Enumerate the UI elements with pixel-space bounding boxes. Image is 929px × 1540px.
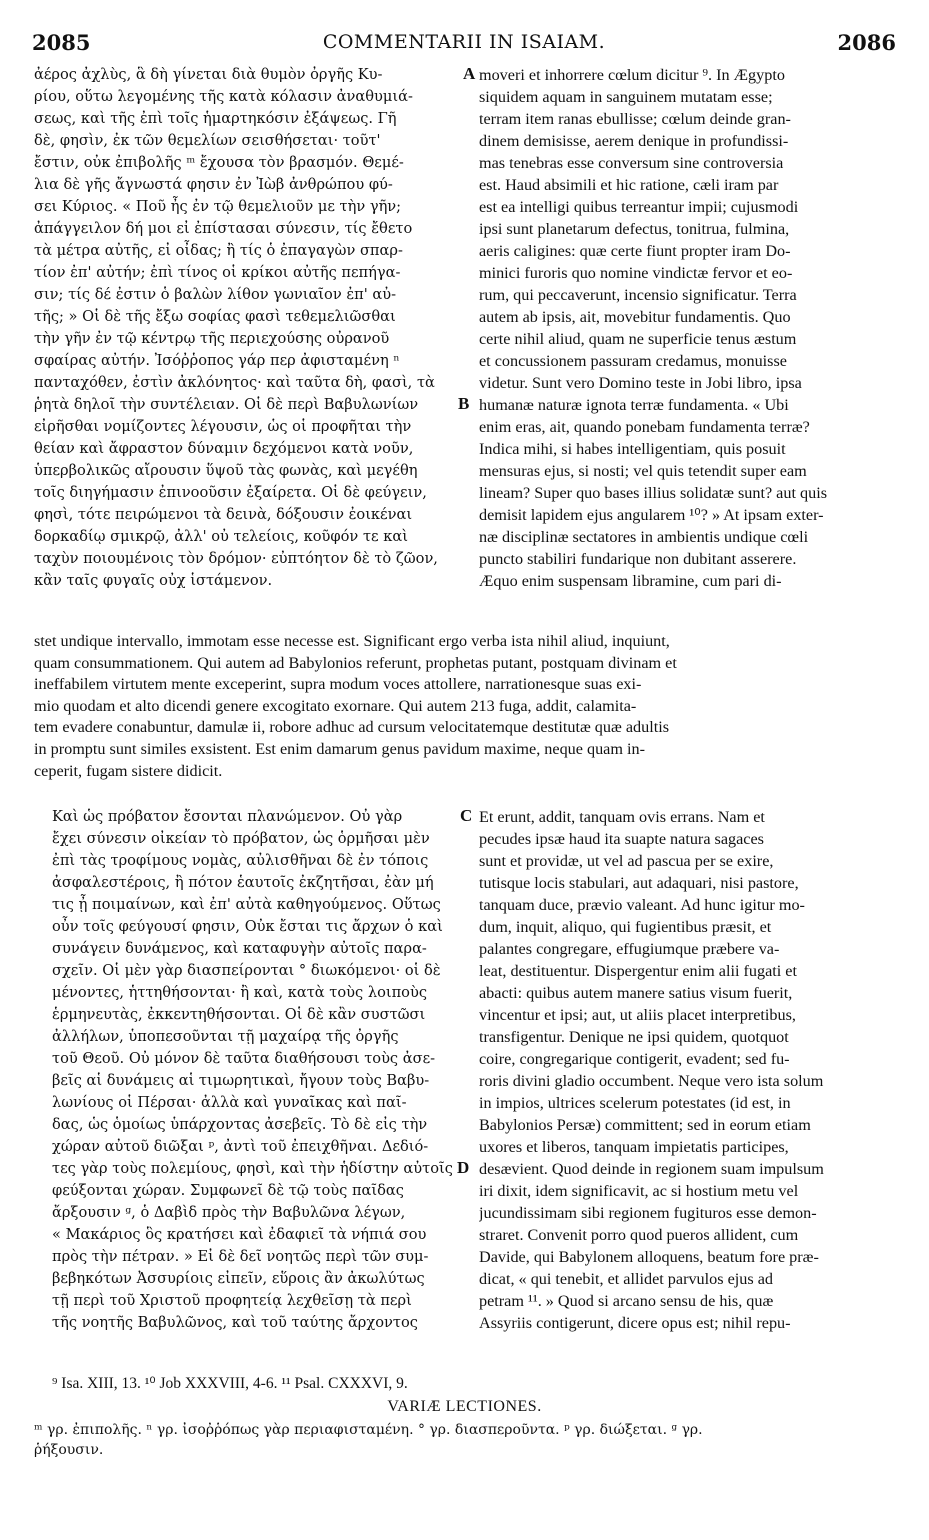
text-line: ῥήξουσιν.: [34, 1442, 104, 1458]
text-line: et concussionem passuram credamus, monuisse: [479, 352, 787, 370]
text-line: coire, congregarique contigerit, evadent; sed fu-: [479, 1050, 790, 1068]
text-line: petram ¹¹. » Quod si arcano sensu de his, quæ: [479, 1292, 774, 1310]
text-line: σει Κύριος. « Ποῦ ἦς ἐν τῷ θεμελιοῦν με τὴν γῆν;: [34, 198, 402, 215]
text-line: desævient. Quod deinde in regionem suam impulsum: [479, 1160, 824, 1178]
text-line: Assyriis contigerunt, dicere opus est; nihil repu-: [479, 1314, 791, 1332]
text-line: mensuras ejus, si nosti; vel quis tetendit super eam: [479, 462, 807, 480]
text-line: ταχὺν ποιουμένοις τὸν δρόμον· εὐπτόητον δὲ τὸ ζῶον,: [34, 550, 438, 567]
text-line: σεως, καὶ τῆς ἐπὶ τοῖς ἡμαρτηκόσιν ἐξάψεως. Γῆ: [34, 110, 397, 127]
latin-column-top: [479, 64, 899, 592]
text-line: in impios, ultrices scelerum potestates (id est, in: [479, 1094, 791, 1112]
margin-marker-d: D: [457, 1158, 470, 1177]
text-line: τοῦ Θεοῦ. Οὐ μόνον δὲ ταῦτα διαθήσουσι τοὺς ἀσε-: [52, 1050, 436, 1067]
text-line: tanquam duce, prævio valeant. Ad hunc igitur mo-: [479, 896, 805, 914]
text-line: τῆς; » Οἱ δὲ τῆς ἔξω σοφίας φασὶ τεθεμελιῶσθαι: [34, 308, 396, 325]
text-line: φησὶ, τότε πειρώμενοι τὰ δεινὰ, δόξουσιν ἐοικέναι: [34, 506, 413, 523]
text-line: certe nihil aliud, quam ne superficie tenus æstum: [479, 330, 797, 348]
text-line: ἔχει σύνεσιν οἰκείαν τὸ πρόβατον, ὡς ὁρμῆσαι μὲν: [52, 830, 430, 847]
running-title: COMMENTARII IN ISAIAM.: [322, 31, 606, 53]
text-line: roris divini gladio occumbent. Neque vero ista solum: [479, 1072, 824, 1090]
variae-lectiones-heading: VARIÆ LECTIONES.: [387, 1398, 542, 1415]
text-line: Æquo enim suspensam libramine, cum pari di-: [479, 572, 782, 590]
text-line: næ disciplinæ sectatores in ambientis undique cœli: [479, 528, 809, 546]
text-line: humanæ naturæ ignota terræ fundamenta. « Ubi: [479, 396, 789, 414]
margin-marker-c: C: [460, 806, 473, 825]
text-line: δορκαδίῳ σμικρῷ, ἀλλ' οὐ τελείοις, κοῦφόν τε καὶ: [34, 528, 408, 545]
text-line: ἀπάγγειλον δή μοι εἰ ἐπίστασαι σύνεσιν, τίς ἔθετο: [34, 220, 413, 237]
text-line: vincentur et ipsi; aut, ut aliis placet interpretibus,: [479, 1006, 796, 1024]
text-line: ἑρμηνευτὰς, ἐκκεντηθήσονται. Οἱ δὲ κἂν συστῶσι: [52, 1006, 426, 1023]
text-line: ἄρξουσιν ᵍ, ὁ Δαβὶδ πρὸς τὴν Βαβυλῶνα λέγων,: [52, 1204, 406, 1221]
margin-marker-b: B: [458, 394, 470, 413]
text-line: λωνίους οἱ Πέρσαι· ἀλλὰ καὶ γυναῖκας καὶ παῖ-: [52, 1094, 407, 1111]
text-line: tem evadere conabuntur, damulæ ii, robore adhuc ad cursum velocitatemque destitutæ quæ adultis: [34, 718, 669, 737]
text-line: stet undique intervallo, immotam esse necesse est. Significant ergo verba ista nihil aliud, inquiunt,: [34, 632, 670, 650]
text-line: τίον ἐπ' αὐτήν; ἐπὶ τίνος οἱ κρίκοι αὐτῆς πεπήγα-: [34, 264, 401, 281]
text-line: τες γὰρ τοὺς πολεμίους, φησὶ, καὶ τὴν ἡδίστην αὐτοῖς: [52, 1160, 453, 1177]
text-line: δὲ, φησὶν, ἐκ τῶν θεμελίων σεισθήσεται· τοῦτ': [34, 132, 381, 149]
text-line: συνάγειν δυνάμενος, καὶ καταφυγὴν αὐτοῖς παρα-: [52, 940, 427, 957]
latin-column-bottom: [479, 806, 899, 1334]
text-line: straret. Convenit porro quod pueros allident, cum: [479, 1226, 799, 1244]
text-line: transfigentur. Denique ne ipsi quidem, quotquot: [479, 1028, 789, 1046]
text-line: lineam? Super quo bases illius solidatæ sunt? aut quis: [479, 484, 827, 502]
text-line: δας, ὡς ὁμοίως ὑπάρχοντας ἀσεβεῖς. Τὸ δὲ εἰς τὴν: [52, 1116, 428, 1133]
text-line: οὖν τοῖς φεύγουσί φησιν, Οὐκ ἔσται τις ἄρχων ὁ καὶ: [52, 918, 443, 935]
page-header: [32, 30, 896, 56]
variant-readings: [34, 1420, 899, 1460]
text-line: rum, qui peccaverunt, incensio significatur. Terra: [479, 286, 797, 304]
text-line: leat, destituentur. Dispergentur enim alii fugati et: [479, 962, 797, 980]
text-line: ἀέρος ἀχλὺς, ἃ δὴ γίνεται διὰ θυμὸν ὀργῆς Κυ-: [34, 66, 383, 83]
text-line: ἔστιν, οὐκ ἐπιβολῆς ᵐ ἔχουσα τὸν βρασμόν. Θεμέ-: [34, 154, 404, 171]
text-line: ᵐ γρ. ἐπιπολῆς. ⁿ γρ. ἰσοῤῥόπως γὰρ περιαφισταμένη. ° γρ. διασπεροῦντα. ᵖ γρ. διώξεται. ᵍ γρ.: [34, 1422, 703, 1438]
text-line: in promptu sunt similes exsistent. Est enim damarum genus pavidum maxime, neque quam in-: [34, 739, 645, 758]
greek-column-top: [34, 64, 464, 592]
text-line: λια δὲ γῆς ἄγνωστά φησιν ἐν Ἰὼβ ἀνθρώπου φύ-: [34, 176, 393, 193]
text-line: Babylonios Persæ) committent; sed in eorum etiam: [479, 1116, 811, 1134]
text-line: πρὸς τὴν πέτραν. » Εἰ δὲ δεῖ νοητῶς περὶ τῶν συμ-: [52, 1248, 429, 1265]
text-line: est ea intelligi quibus terreantur impii; cujusmodi: [479, 198, 799, 216]
text-line: quam consummationem. Qui autem ad Babylonios referunt, prophetas putant, postquam divinam et: [34, 653, 677, 672]
text-line: ὑπερβολικῶς αἴρουσιν ὕψοῦ τὰς φωνὰς, καὶ μεγέθη: [34, 462, 418, 479]
text-line: μένοντες, ἡττηθήσονται· ἢ καὶ, κατὰ τοὺς λοιποὺς: [52, 984, 427, 1001]
text-line: iri dixit, idem significavit, ac si hostium metu vel: [479, 1182, 799, 1200]
text-line: ῥητὰ δηλοῖ τὴν συντέλειαν. Οἱ δὲ περὶ Βαβυλωνίων: [34, 396, 419, 413]
text-line: terram item ranas ebullisse; cœlum deinde gran-: [479, 110, 791, 128]
text-line: tutisque locis stabulari, aut adaquari, nisi pastore,: [479, 874, 799, 892]
text-line: abacti: quibus autem manere satius visum fuerit,: [479, 984, 793, 1002]
text-line: autem ab ipsis, ait, movebitur fundamentis. Quo: [479, 308, 791, 326]
text-line: est. Haud absimili et hic ratione, cæli iram par: [479, 176, 779, 194]
text-line: φεύξονται χώραν. Συμφωνεῖ δὲ τῷ τοὺς παῖδας: [52, 1182, 404, 1199]
text-line: σφαίρας αὐτήν. Ἰσόῤῥοπος γάρ περ ἀφισταμένη ⁿ: [34, 352, 400, 369]
text-line: jucundissimam sibi regionem fugituros esse demon-: [479, 1204, 817, 1222]
text-line: θείαν καὶ ἄφραστον δύναμιν δεχόμενοι κατὰ νοῦν,: [34, 440, 414, 457]
text-line: ρίου, οὕτω λεγομένης τῆς κατὰ κόλασιν ἀναθυμιά-: [34, 88, 413, 105]
text-line: mas tenebras esse conversum sine controversia: [479, 154, 784, 172]
text-line: τῇ περὶ τοῦ Χριστοῦ προφητείᾳ λεχθεῖσῃ τὰ περὶ: [52, 1292, 412, 1309]
text-line: videtur. Sunt vero Domino teste in Jobi libro, ipsa: [479, 374, 802, 392]
margin-marker-a: A: [463, 64, 476, 83]
text-line: puncto stabiliri fundarique non dubitant asserere.: [479, 550, 797, 568]
text-line: siquidem aquam in sanguinem mutatam esse;: [479, 88, 773, 106]
footnotes: ⁹ Isa. XIII, 13. ¹⁰ Job XXXVIII, 4-6. ¹¹ Psal. CXXXVI, 9.: [52, 1375, 408, 1392]
text-line: dum, inquit, aliquo, qui fugientibus præsit, et: [479, 918, 772, 936]
text-line: uxores et liberos, tanquam impietatis participes,: [479, 1138, 789, 1156]
text-line: τοῖς διηγήμασιν ἐπινοοῦσιν ἐξαίρετα. Οἱ δὲ φεύγειν,: [34, 484, 427, 501]
text-line: aeris caligines: quæ certe fiunt propter iram Do-: [479, 242, 791, 260]
text-line: Et erunt, addit, tanquam ovis errans. Nam et: [479, 808, 765, 826]
text-line: σιν; τίς δέ ἐστιν ὁ βαλὼν λίθον γωνιαῖον ἐπ' αὐ-: [34, 286, 397, 303]
text-line: ceperit, fugam sistere didicit.: [34, 761, 223, 780]
text-line: τὰ μέτρα αὐτῆς, εἰ οἶδας; ἢ τίς ὁ ἐπαγαγὼν σπαρ-: [34, 242, 403, 259]
text-line: τὴν γῆν ἐν τῷ κέντρῳ τῆς περιεχούσης οὐρανοῦ: [34, 330, 390, 347]
text-line: τῆς νοητῆς Βαβυλῶνος, καὶ τοῦ ταύτης ἄρχοντος: [52, 1314, 418, 1331]
text-line: τις ᾖ ποιμαίνων, καὶ ἐπ' αὐτὰ καθηγούμενος. Οὕτως: [52, 896, 441, 913]
text-line: εἰρῆσθαι νομίζοντες λέγουσιν, ὡς οἱ προφῆται τὴν: [34, 418, 412, 435]
text-line: Καὶ ὡς πρόβατον ἔσονται πλανώμενον. Οὐ γὰρ: [52, 808, 403, 825]
text-line: minici furoris quo nomine vindictæ fervor et eo-: [479, 264, 793, 282]
text-line: pecudes ipsæ haud ita suapte natura sagaces: [479, 830, 764, 848]
text-line: ineffabilem virtutem mente exceperint, supra modum voces attollere, narrationesque suas exi-: [34, 675, 642, 694]
text-line: κἂν ταῖς φυγαῖς οὐχ ἱστάμενον.: [34, 572, 273, 589]
text-line: Davide, qui Babylonem alloquens, beatum fore præ-: [479, 1248, 819, 1266]
text-line: βεῖς αἱ δυνάμεις αἱ τιμωρητικαὶ, ἤγουν τοὺς Βαβυ-: [52, 1072, 430, 1089]
text-line: palantes congregare, effugiumque præbere va-: [479, 940, 780, 958]
text-line: ἐπὶ τὰς τροφίμους νομὰς, αὐλισθῆναι δὲ ἐν τόποις: [52, 852, 429, 869]
greek-column-bottom: [52, 806, 464, 1334]
text-line: ἀσφαλεστέροις, ἢ πότον ἑαυτοῖς ἐκζητῆσαι, ἐὰν μή: [52, 874, 434, 891]
text-line: sunt et providæ, ut vel ad pascua per se exire,: [479, 852, 774, 870]
text-line: dicat, « qui tenebit, et allidet parvulos ejus ad: [479, 1270, 773, 1288]
text-line: moveri et inhorrere cœlum dicitur ⁹. In Ægypto: [479, 66, 785, 84]
text-line: πανταχόθεν, ἐστὶν ἀκλόνητος· καὶ ταῦτα δὴ, φασὶ, τὰ: [34, 374, 435, 391]
text-line: mio quodam et alto dicendi genere excogitato exornare. Qui autem 213 fuga, addit, calamita-: [34, 696, 637, 715]
latin-full-width-paragraph: [34, 630, 899, 781]
text-line: βεβηκότων Ἀσσυρίοις εἰπεῖν, εὕροις ἂν ἀκωλύτως: [52, 1270, 425, 1287]
text-line: χώραν αὐτοῦ διῶξαι ᵖ, ἀντὶ τοῦ ἐπειχθῆναι. Δεδιό-: [52, 1138, 429, 1155]
text-line: demisit lapidem ejus angularem ¹⁰? » At ipsam exter-: [479, 506, 824, 524]
page-number-right: 2086: [837, 30, 896, 55]
text-line: ipsi sunt planetarum defectus, tonitrua, fulmina,: [479, 220, 790, 238]
page-number-left: 2085: [32, 30, 91, 55]
text-line: enim eras, ait, quando ponebam fundamenta terræ?: [479, 418, 810, 436]
text-line: dinem demisisse, aerem denique in profundissi-: [479, 132, 789, 150]
text-line: « Μακάριος ὃς κρατήσει καὶ ἐδαφιεῖ τὰ νήπιά σου: [52, 1226, 427, 1243]
text-line: σχεῖν. Οἱ μὲν γὰρ διασπείρονται ° διωκόμενοι· οἱ δὲ: [52, 962, 441, 979]
text-line: Indica mihi, si habes intelligentiam, quis posuit: [479, 440, 786, 458]
text-line: ἀλλήλων, ὑποπεσοῦνται τῇ μαχαίρᾳ τῆς ὀργῆς: [52, 1028, 399, 1045]
